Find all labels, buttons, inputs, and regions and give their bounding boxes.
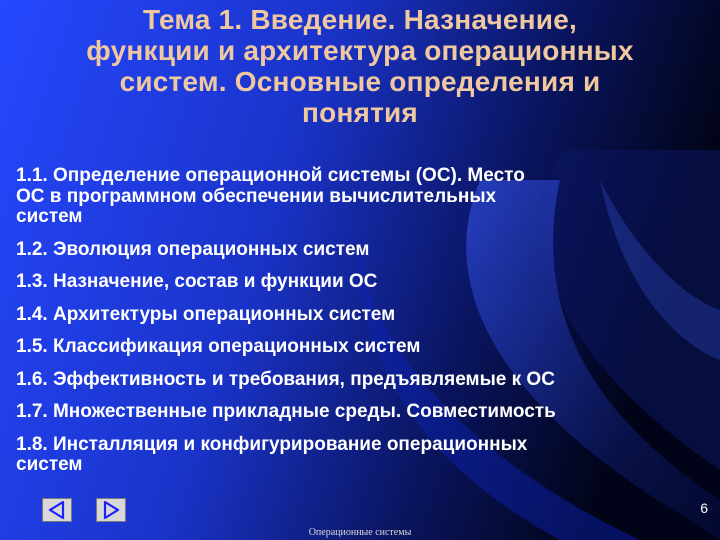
list-item-line: 1.7. Множественные прикладные среды. Совместимость xyxy=(16,401,556,422)
list-item-line: 1.8. Инсталляция и конфигурирование операционных xyxy=(16,433,528,455)
list-item xyxy=(16,240,706,261)
page-number: 6 xyxy=(700,500,708,516)
list-item xyxy=(16,305,706,326)
list-item-line: систем xyxy=(16,206,83,227)
list-item-line: 1.1. Определение операционной системы (ОС). Место xyxy=(16,165,525,186)
list-item-line: 1.4. Архитектуры операционных систем xyxy=(16,303,396,325)
list-item-line: систем xyxy=(16,454,83,475)
next-slide-button[interactable] xyxy=(96,498,126,522)
title-line: понятия xyxy=(302,97,418,128)
list-item xyxy=(16,337,706,358)
list-item-line: 1.2. Эволюция операционных систем xyxy=(16,238,370,260)
list-item-line: 1.6. Эффективность и требования, предъявляемые к ОС xyxy=(16,368,555,390)
previous-slide-button[interactable] xyxy=(42,498,72,522)
list-item xyxy=(16,402,706,423)
topic-list xyxy=(16,166,706,488)
list-item-line: 1.5. Классификация операционных систем xyxy=(16,336,421,357)
title-line: Тема 1. Введение. Назначение, xyxy=(143,4,577,35)
footer-text: Операционные системы xyxy=(308,527,412,538)
title-line: функции и архитектура операционных xyxy=(86,35,634,66)
slide-title xyxy=(40,4,680,128)
list-item xyxy=(16,166,706,228)
list-item-line: 1.3. Назначение, состав и функции ОС xyxy=(16,271,378,292)
list-item xyxy=(16,435,706,476)
triangle-right-icon xyxy=(97,499,125,521)
title-line: систем. Основные определения и xyxy=(119,66,601,97)
triangle-left-icon xyxy=(43,499,71,521)
list-item xyxy=(16,272,706,293)
list-item-line: ОС в программном обеспечении вычислительных xyxy=(16,185,497,207)
list-item xyxy=(16,370,706,391)
